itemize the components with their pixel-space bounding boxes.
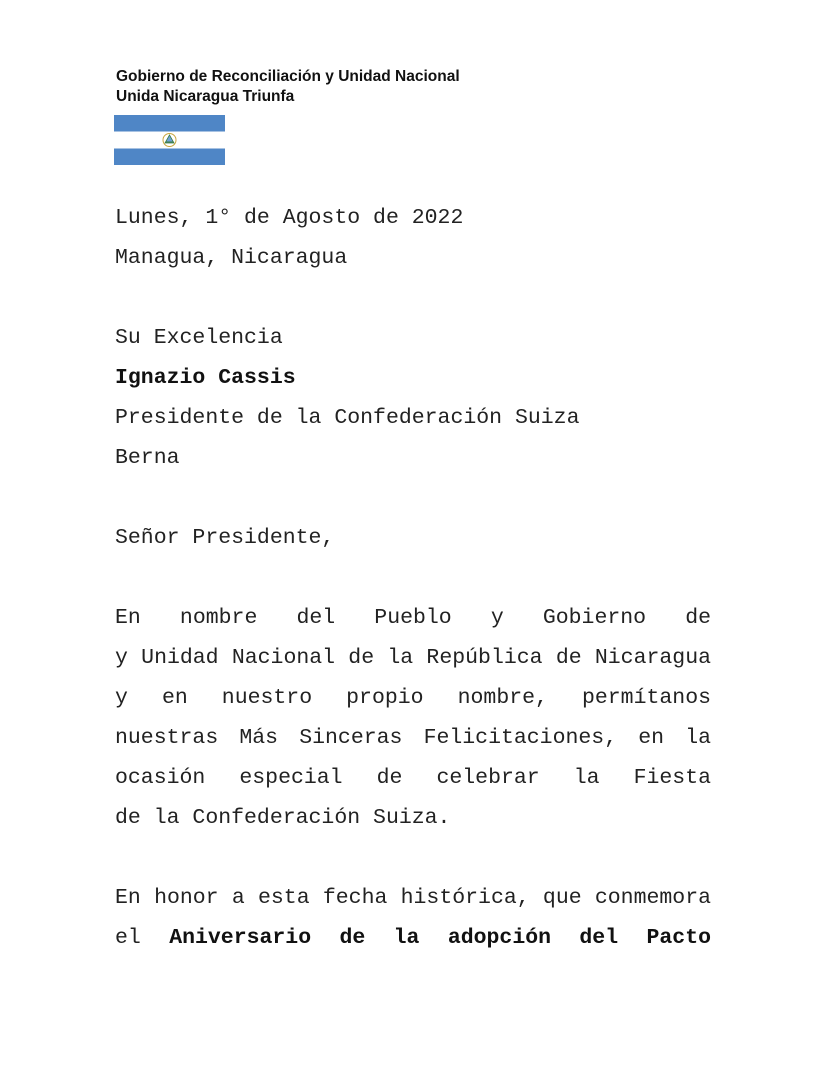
paragraph-line: de la Confederación Suiza. [115, 806, 451, 830]
spacer [115, 278, 715, 318]
recipient-honorific: Su Excelencia [115, 326, 283, 350]
salutation: Señor Presidente, [115, 526, 335, 550]
paragraph-line: En honor a esta fecha histórica, que conmemora [115, 886, 711, 910]
paragraph-line: En nombre del Pueblo y Gobierno de [115, 606, 711, 630]
paragraph-line: ocasión especial de celebrar la Fiesta [115, 766, 711, 790]
paragraph-line: y Unidad Nacional de la República de Nicaragua [115, 646, 711, 670]
letterhead-government-name: Gobierno de Reconciliación y Unidad Nacional [116, 68, 460, 85]
paragraph-line [115, 918, 711, 958]
spacer [115, 478, 715, 518]
recipient-name: Ignazio Cassis [115, 366, 296, 390]
spacer [115, 838, 715, 878]
paragraph-line: nuestras Más Sinceras Felicitaciones, en la [115, 726, 711, 750]
letterhead-motto: Unida Nicaragua Triunfa [116, 88, 295, 105]
paragraph-history [115, 878, 715, 958]
pacto-federal-highlight: Aniversario de la adopción del Pacto [169, 926, 711, 950]
paragraph-line: y en nuestro propio nombre, permítanos [115, 686, 711, 710]
flag-top-stripe [114, 115, 225, 132]
paragraph-line-prefix: el [115, 926, 141, 950]
spacer [115, 558, 715, 598]
nicaragua-flag-icon [114, 115, 225, 165]
paragraph-congratulations [115, 598, 715, 838]
recipient-title: Presidente de la Confederación Suiza [115, 406, 580, 430]
letterhead [116, 67, 460, 107]
recipient-city: Berna [115, 446, 180, 470]
date-line: Lunes, 1° de Agosto de 2022 [115, 206, 464, 230]
flag-bottom-stripe [114, 149, 225, 166]
place-line: Managua, Nicaragua [115, 246, 348, 270]
letter-body [115, 198, 715, 958]
